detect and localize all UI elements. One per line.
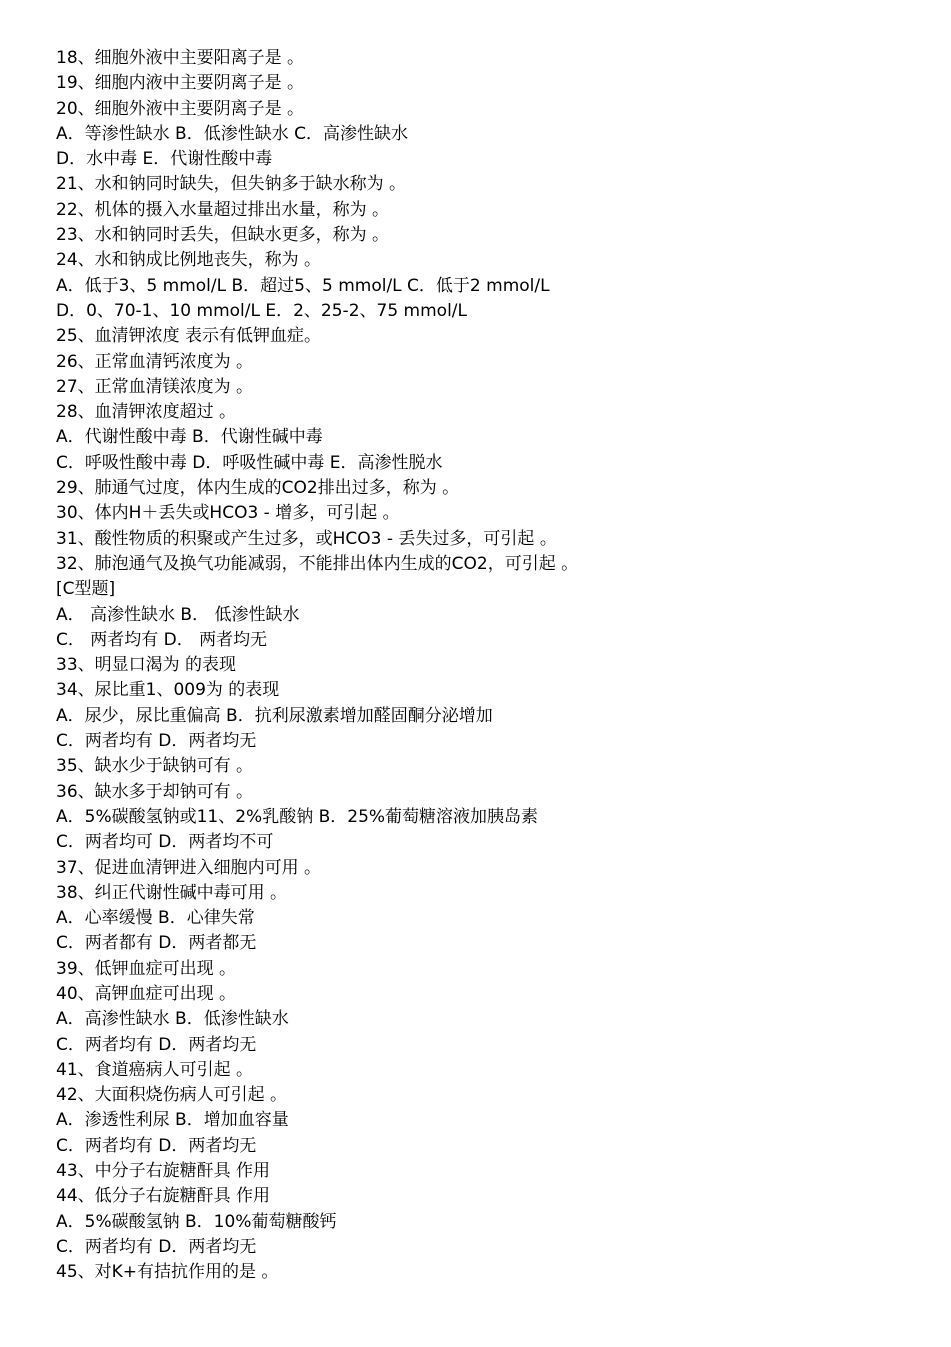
text-line: 23、水和钠同时丢失，但缺水更多，称为 。 (56, 225, 390, 246)
text-line: 33、明显口渴为 的表现 (56, 655, 237, 676)
text-line: 36、缺水多于却钠可有 。 (56, 781, 254, 802)
text-line: 18、细胞外液中主要阳离子是 。 (56, 48, 305, 68)
text-line: A．5%碳酸氢钠或11、2%乳酸钠 B．25%葡萄糖溶液加胰岛素 (56, 806, 539, 827)
text-line: C．呼吸性酸中毒 D．呼吸性碱中毒 E．高渗性脱水 (56, 452, 443, 473)
text-line: C．两者均可 D．两者均不可 (56, 832, 274, 853)
text-line: C．两者均有 D．两者均无 (56, 1034, 257, 1055)
text-line: 31、酸性物质的积聚或产生过多，或HCO3 - 丢失过多，可引起 。 (56, 528, 557, 549)
text-line: 42、大面积烧伤病人可引起 。 (56, 1085, 288, 1106)
text-line: 37、促进血清钾进入细胞内可用 。 (56, 857, 322, 878)
text-line: 30、体内H＋丢失或HCO3 - 增多，可引起 。 (56, 503, 400, 524)
text-line: 44、低分子右旋糖酐具 作用 (56, 1186, 271, 1207)
text-line: 43、中分子右旋糖酐具 作用 (56, 1161, 271, 1182)
text-line: C．两者均有 D．两者均无 (56, 731, 257, 752)
text-line: 20、细胞外液中主要阴离子是 。 (56, 98, 305, 119)
text-line: 45、对K+有拮抗作用的是 。 (56, 1262, 279, 1283)
text-line: 39、低钾血症可出现 。 (56, 958, 237, 979)
text-line: 34、尿比重1、009为 的表现 (56, 680, 280, 701)
text-line: A．渗透性利尿 B．增加血容量 (56, 1110, 289, 1131)
text-line: D．水中毒 E．代谢性酸中毒 (56, 149, 273, 170)
text-line: 41、食道癌病人可引起 。 (56, 1059, 254, 1080)
text-line: A．代谢性酸中毒 B．代谢性碱中毒 (56, 427, 323, 448)
text-line: 22、机体的摄入水量超过排出水量，称为 。 (56, 199, 390, 220)
text-line: A． 高渗性缺水 B． 低渗性缺水 (56, 604, 300, 625)
text-line: A．尿少，尿比重偏高 B．抗利尿激素增加醛固酮分泌增加 (56, 705, 493, 726)
text-line: D．0、70-1、10 mmol/L E．2、25-2、75 mmol/L (56, 300, 467, 321)
text-line: A．低于3、5 mmol/L B．超过5、5 mmol/L C．低于2 mmol/L (56, 275, 550, 296)
text-line: C． 两者均有 D． 两者均无 (56, 629, 268, 650)
text-line: A．高渗性缺水 B．低渗性缺水 (56, 1009, 289, 1030)
text-line: 26、正常血清钙浓度为 。 (56, 351, 254, 372)
text-line: 35、缺水少于缺钠可有 。 (56, 756, 254, 777)
text-line: A．等渗性缺水 B．低渗性缺水 C．高渗性缺水 (56, 123, 408, 144)
text-line: C．两者都有 D．两者都无 (56, 933, 257, 954)
text-line: C．两者均有 D．两者均无 (56, 1236, 257, 1257)
text-line: 29、肺通气过度，体内生成的CO2排出过多，称为 。 (56, 478, 460, 499)
text-line: 32、肺泡通气及换气功能减弱，不能排出体内生成的CO2，可引起 。 (56, 553, 579, 574)
text-line: 21、水和钠同时缺失，但失钠多于缺水称为 。 (56, 174, 407, 195)
text-line: C．两者均有 D．两者均无 (56, 1135, 257, 1156)
text-line: A．5%碳酸氢钠 B．10%葡萄糖酸钙 (56, 1211, 337, 1232)
text-line: A．心率缓慢 B．心律失常 (56, 908, 255, 929)
document-page (56, 46, 936, 1286)
text-line: [C型题] (56, 579, 116, 600)
text-line: 27、正常血清镁浓度为 。 (56, 376, 254, 397)
text-line: 19、细胞内液中主要阴离子是 。 (56, 73, 305, 94)
text-line: 28、血清钾浓度超过 。 (56, 402, 237, 423)
text-line: 24、水和钠成比例地丧失，称为 。 (56, 250, 322, 271)
text-line: 40、高钾血症可出现 。 (56, 983, 237, 1004)
text-line: 38、纠正代谢性碱中毒可用 。 (56, 882, 288, 903)
text-line: 25、血清钾浓度 表示有低钾血症。 (56, 326, 322, 347)
